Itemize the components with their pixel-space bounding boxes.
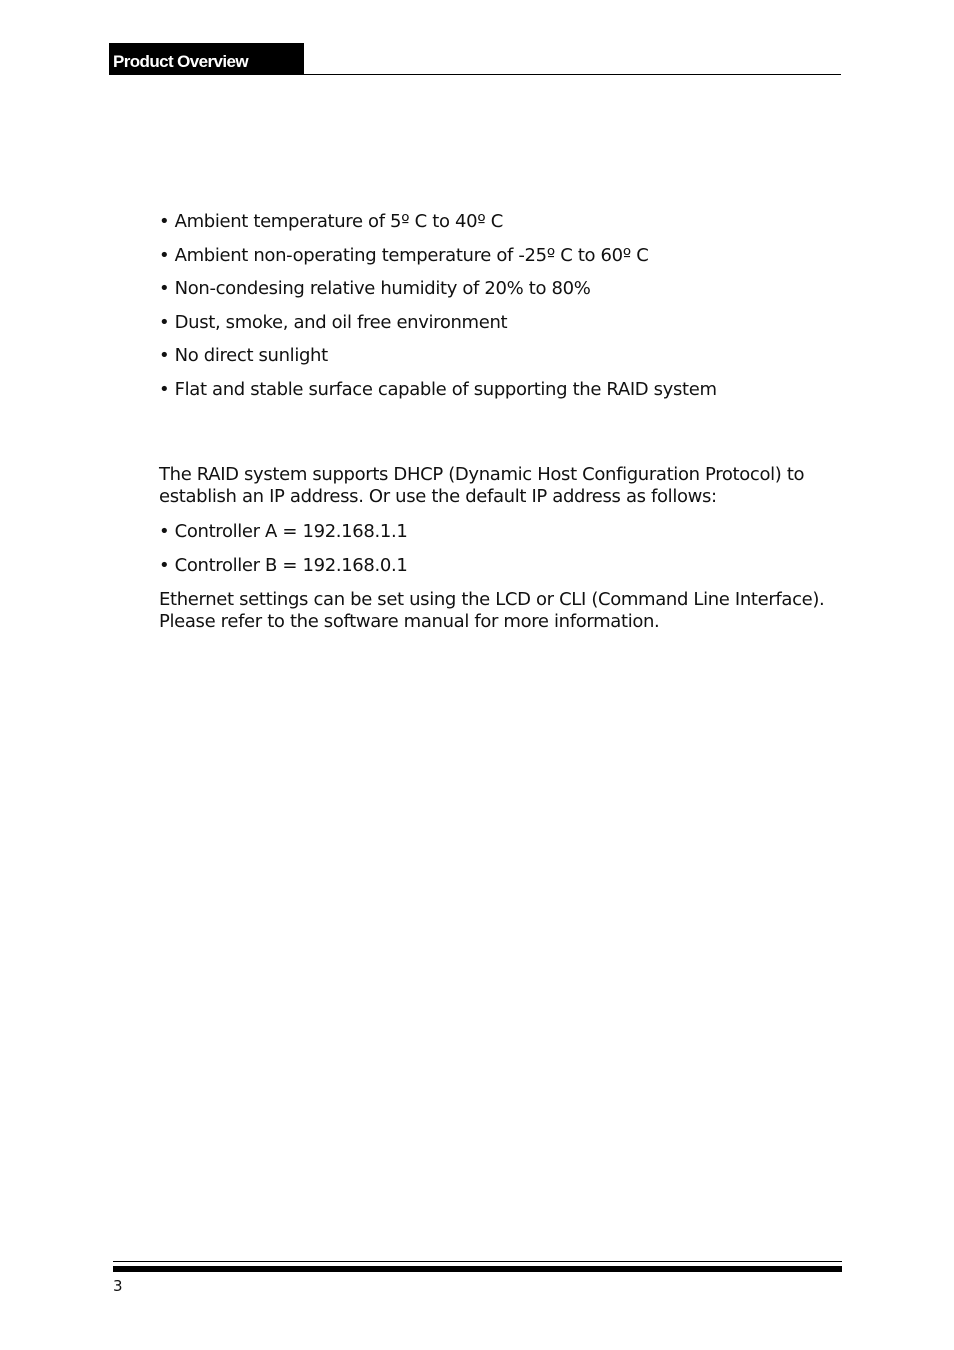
list-item: • No direct sunlight [159,345,328,367]
list-item: • Controller B = 192.168.0.1 [159,554,408,576]
section-title: Product Overview [113,52,248,71]
list-item: • Ambient temperature of 5º C to 40º C [159,211,503,232]
list-item: • Dust, smoke, and oil free environment [159,311,508,333]
section-header-tab [109,43,304,75]
ip-address-list [159,520,407,587]
list-item: • Ambient non-operating temperature of -25º C to 60º C [159,244,649,266]
list-item: • Controller A = 192.168.1.1 [159,521,408,542]
page-number: 3 [113,1277,123,1295]
footer-thick-rule [113,1266,842,1272]
footer-thin-rule [113,1261,842,1262]
header-rule [304,74,841,75]
environment-list [159,210,717,412]
dhcp-paragraph: The RAID system supports DHCP (Dynamic Host Configuration Protocol) to establish an IP address. Or use the default IP address as follows: [159,464,805,507]
list-item: • Flat and stable surface capable of supporting the RAID system [159,378,717,400]
list-item: • Non-condesing relative humidity of 20% to 80% [159,278,591,300]
ethernet-paragraph: Ethernet settings can be set using the LCD or CLI (Command Line Interface). Please refer to the software manual for more information. [159,589,825,632]
